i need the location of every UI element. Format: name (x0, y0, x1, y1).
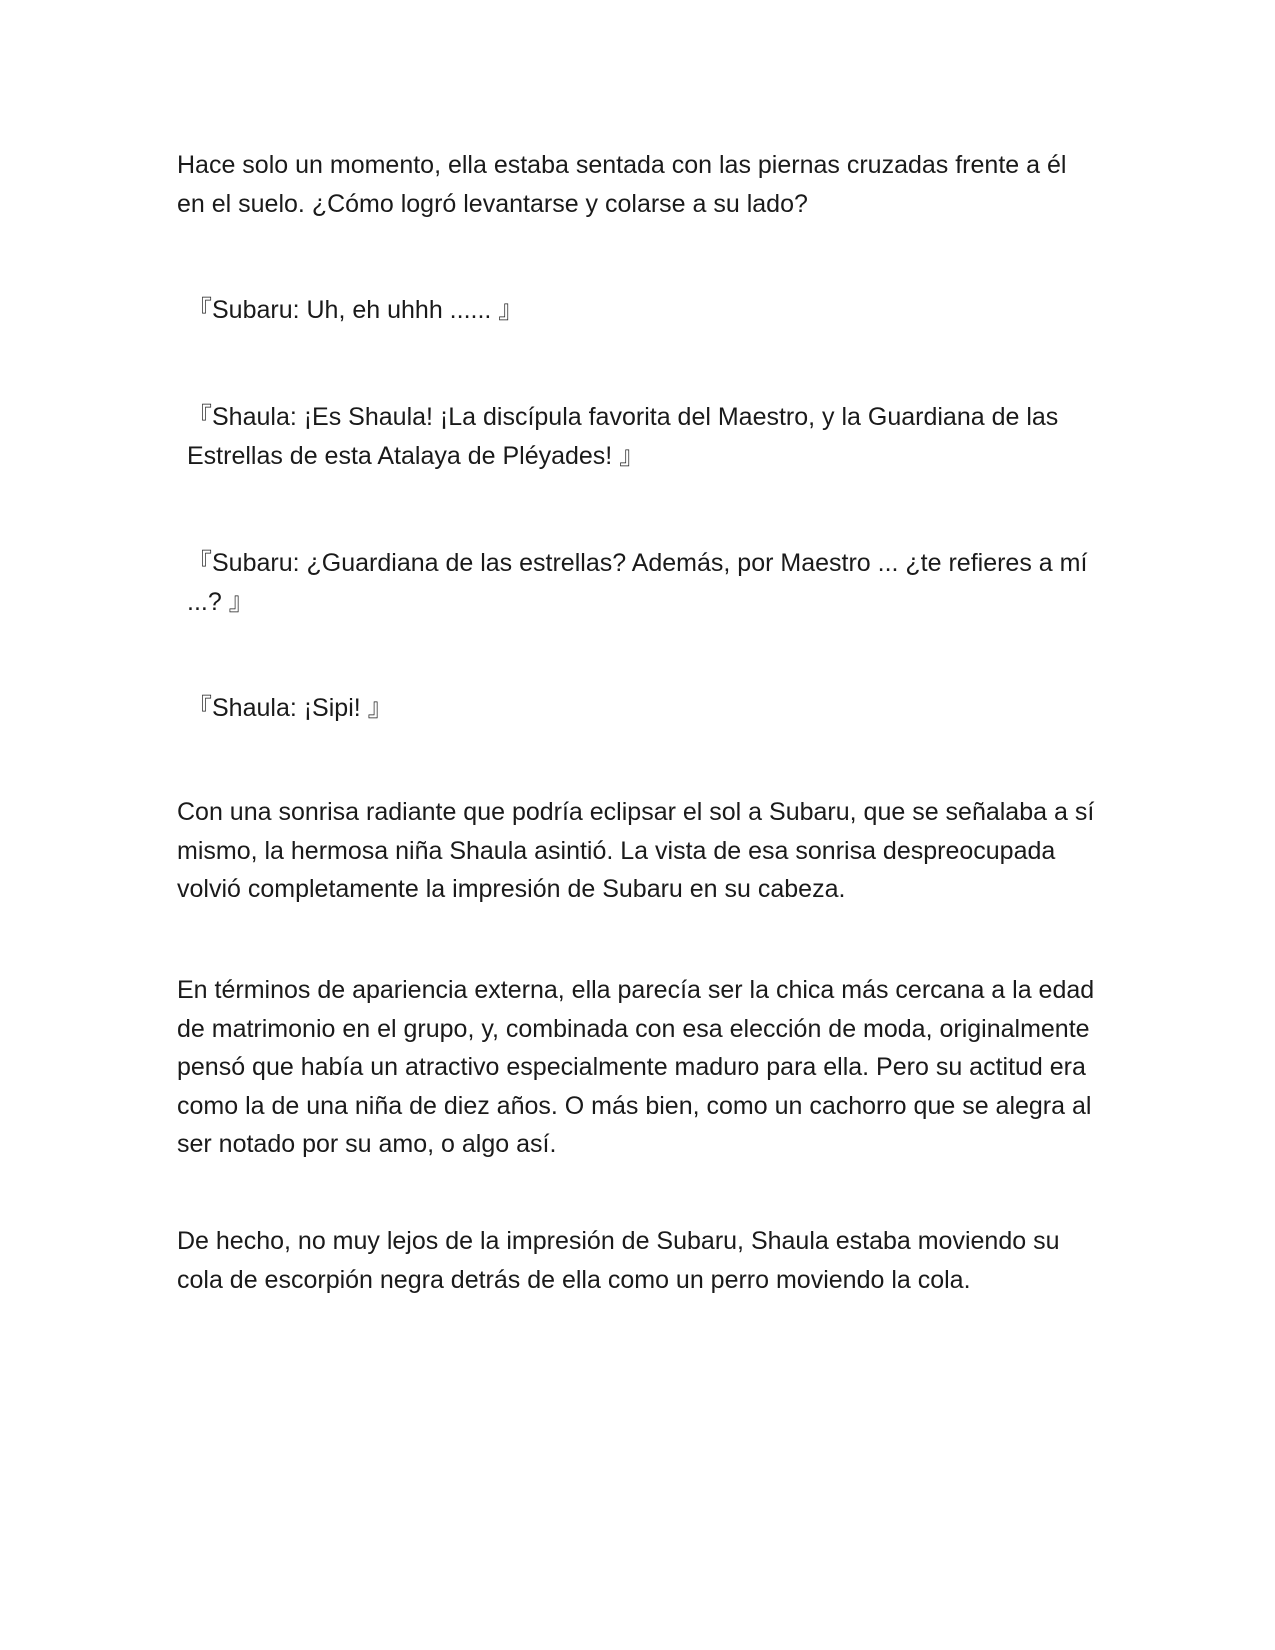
dialogue-line-shaula: 『Shaula: ¡Es Shaula! ¡La discípula favorita del Maestro, y la Guardiana de las Estrellas de esta Atalaya de Pléyades! 』 (187, 403, 1059, 470)
narration-paragraph: En términos de apariencia externa, ella parecía ser la chica más cercana a la edad de matrimonio en el grupo, y, combinada con esa elección de moda, originalmente pensó que había un atractivo especialmente maduro para ella. Pero su actitud era como la de una niña de diez años. O más bien, como un cachorro que se alegra al ser notado por su amo, o algo así. (177, 976, 1095, 1158)
dialogue-line-shaula: 『Shaula: ¡Sipi! 』 (187, 694, 393, 722)
narration-paragraph: Con una sonrisa radiante que podría eclipsar el sol a Subaru, que se señalaba a sí mismo, la hermosa niña Shaula asintió. La vista de esa sonrisa despreocupada volvió completamente la impresión de Subaru en su cabeza. (177, 798, 1095, 903)
narration-paragraph: De hecho, no muy lejos de la impresión de Subaru, Shaula estaba moviendo su cola de escorpión negra detrás de ella como un perro moviendo la cola. (177, 1227, 1060, 1294)
narration-paragraph: Hace solo un momento, ella estaba sentada con las piernas cruzadas frente a él en el suelo. ¿Cómo logró levantarse y colarse a su lado? (177, 151, 1067, 218)
dialogue-line-subaru: 『Subaru: ¿Guardiana de las estrellas? Además, por Maestro ... ¿te refieres a mí ...? 』 (187, 549, 1088, 616)
dialogue-line-subaru: 『Subaru: Uh, eh uhhh ...... 』 (187, 296, 524, 324)
